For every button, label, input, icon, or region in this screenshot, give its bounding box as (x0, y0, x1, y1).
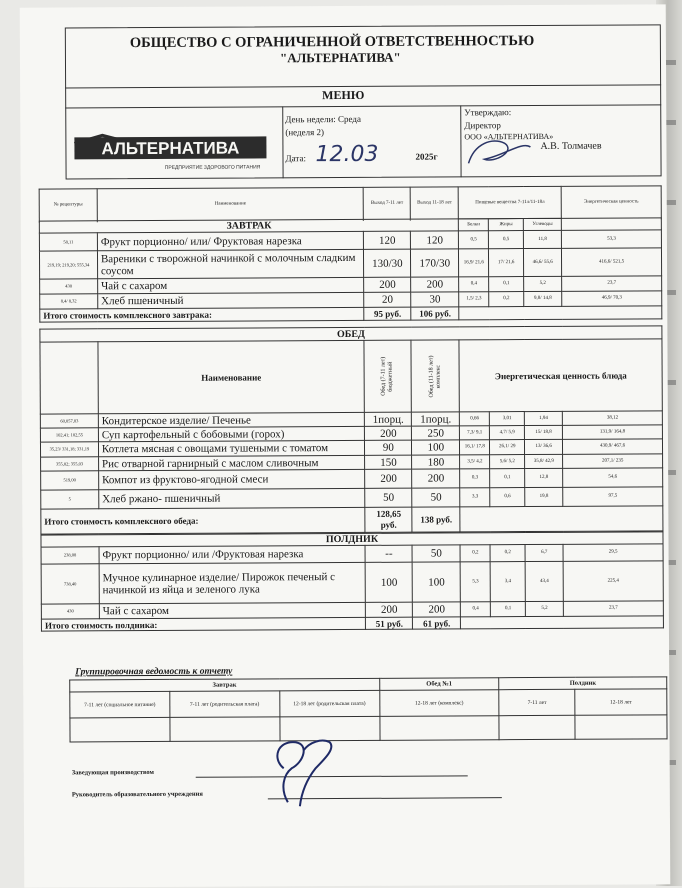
proteins: 7,3/ 9,1 (460, 426, 490, 440)
lunch-table (39, 325, 663, 534)
energy: 207,1/ 235 (563, 454, 663, 469)
recipe-code: 238,08 (41, 547, 99, 564)
energy: 416,6/ 521,5 (562, 248, 662, 277)
report-col-5: 7-11 лет (499, 689, 575, 715)
breakfast-total-label: Итого стоимость комплексного завтрака: (40, 307, 364, 322)
fats: 3,4 (490, 562, 525, 602)
lunch-header-energy: Энергетическая ценность блюда (459, 339, 662, 412)
report-col-2: 7-11 лет (родительская плата) (170, 691, 280, 718)
fats: 26,1/ 29 (490, 440, 525, 455)
proteins: 3,3 (460, 488, 490, 507)
report-cell (379, 716, 499, 741)
report-col-1: 7-11 лет (социальное питание) (70, 691, 170, 718)
energy: 54,6 (563, 468, 663, 488)
energy: 131,9/ 164,8 (563, 425, 663, 440)
approve-line2: Директор (464, 120, 501, 131)
fats: 0,6 (490, 488, 525, 507)
lunch-total-label: Итого стоимость комплексного обеда: (41, 507, 366, 534)
lunch-section-title: ОБЕД (40, 326, 662, 342)
fats: 0,5 (489, 231, 524, 249)
report-cell (499, 715, 575, 739)
breakfast-section-title: ЗАВТРАК (39, 219, 458, 233)
dish-name: Компот из фруктово-ягодной смеси (99, 469, 366, 489)
output-7-11: 150 (365, 455, 412, 469)
output-7-11: 200 (364, 277, 411, 292)
dish-name: Чай с сахаром (99, 602, 366, 618)
report-col-4: 12-18 лет (комплекс) (379, 690, 499, 717)
proteins: 0,2 (460, 545, 490, 562)
proteins: 1,5/ 2,3 (459, 292, 489, 307)
fats: 0,1 (489, 277, 524, 292)
energy: 29,5 (563, 544, 663, 562)
menu-title: МЕНЮ (322, 87, 365, 103)
output-7-11: 100 (366, 562, 413, 602)
lunch-total-7-11: 128,65 руб. (365, 507, 412, 532)
output-11-18: 250 (412, 426, 460, 440)
company-brand: "АЛЬТЕРНАТИВА" (279, 49, 401, 66)
fats: 5,6/ 5,2 (490, 455, 525, 469)
carbs: 6,7 (525, 544, 563, 561)
lunch-header-name: Наименование (98, 340, 365, 413)
company-name: ОБЩЕСТВО С ОГРАНИЧЕННОЙ ОТВЕТСТВЕННОСТЬЮ (129, 33, 535, 52)
lunch-header-7-11: Обед (7-11 лет) бюджетный (380, 356, 395, 396)
carbs: 43,4 (525, 561, 563, 601)
report-cell (70, 717, 170, 742)
recipe-code: 430 (41, 604, 99, 619)
energy: 38,12 (562, 411, 662, 426)
proteins: 5,3 (460, 562, 490, 602)
output-7-11: 1порц. (365, 412, 412, 426)
energy: 53,3 (562, 230, 662, 249)
energy: 46,9/ 70,3 (562, 291, 662, 307)
report-group-lunch: Обед №1 (379, 678, 499, 691)
header-carbs: Углеводы (523, 218, 561, 230)
header-fats: Жиры (489, 219, 524, 231)
recipe-code: 519,00 (41, 471, 99, 490)
output-11-18: 180 (412, 455, 460, 469)
output-7-11: 200 (365, 426, 412, 440)
proteins: 16,1/ 17,8 (460, 440, 490, 455)
handwritten-signature (243, 728, 353, 809)
recipe-code: 102,41; 102,55 (40, 428, 98, 442)
signature-label-head: Руководитель образовательного учреждения (71, 790, 203, 799)
proteins: 0,5 (459, 231, 489, 249)
recipe-code: 219,19; 219,20; 555,34 (39, 251, 97, 279)
date-handwritten: 12.03 (315, 141, 379, 168)
carbs: 9,8/ 14,8 (524, 291, 562, 306)
carbs: 5,2 (524, 276, 562, 291)
snack-total-label: Итого стоимость полдника: (41, 617, 365, 631)
fats: 17/ 21,6 (489, 249, 524, 277)
carbs: 11,8 (524, 230, 562, 248)
lunch-total-11-18: 138 руб. (412, 507, 460, 532)
output-7-11: 200 (366, 602, 413, 617)
output-7-11: 200 (365, 469, 412, 488)
fats: 0,2 (490, 545, 525, 562)
lunch-header-11-18: Обед (11-18 лет) комплекс (428, 355, 442, 398)
output-11-18: 50 (412, 488, 460, 507)
fats: 0,2 (489, 292, 524, 307)
dish-name: Кондитерское изделие/ Печенье (98, 412, 365, 427)
output-11-18: 120 (411, 231, 459, 249)
fats: 0,1 (490, 469, 525, 488)
breakfast-table (39, 185, 663, 322)
output-7-11: 130/30 (364, 249, 411, 277)
header-recipe: № рецептуры (39, 189, 97, 221)
carbs: 46,6/ 55,6 (524, 248, 562, 276)
header-proteins: Белки (459, 219, 489, 231)
proteins: 0,4 (459, 277, 489, 292)
energy: 225,4 (563, 561, 663, 602)
dish-name: Хлеб пшеничный (98, 292, 364, 308)
fats: 0,1 (491, 602, 526, 617)
report-col-6: 12-18 лет (575, 689, 667, 715)
proteins: 0,4 (461, 602, 491, 617)
approve-line3: ООО «АЛЬТЕРНАТИВА» (464, 131, 554, 142)
director-signature (464, 133, 534, 171)
proteins: 3,5/ 4,2 (460, 455, 490, 469)
output-7-11: 20 (364, 292, 411, 307)
proteins: 0,3 (460, 469, 490, 488)
dish-name: Хлеб ржано- пшеничный (99, 488, 366, 508)
snack-total-11-18: 61 руб. (413, 617, 461, 629)
recipe-code: 60,057,83 (40, 414, 98, 428)
dish-name: Суп картофельный с бобовыми (горох) (98, 426, 365, 441)
energy: 430,9/ 467,6 (563, 439, 663, 455)
company-logo (72, 130, 288, 181)
report-col-3: 12-18 лет (родительская плата) (279, 690, 379, 717)
date-label: Дата: (285, 153, 306, 164)
output-7-11: 50 (365, 488, 412, 507)
header-energy: Энергетическая ценность (561, 186, 661, 219)
report-group-snack: Полдник (499, 677, 667, 690)
year-label: 2025г (415, 151, 438, 162)
approve-line1: Утверждаю: (464, 107, 512, 118)
dish-name: Фрукт порционно/ или /Фруктовая нарезка (99, 545, 366, 563)
carbs: 19,8 (525, 487, 563, 506)
fats: 4,7/ 5,9 (490, 426, 525, 440)
fats: 3,01 (490, 412, 525, 426)
recipe-code: 738,40 (41, 564, 99, 604)
report-table (69, 676, 667, 742)
dish-name: Котлета мясная с овощами тушеными с томатом (98, 440, 365, 456)
output-11-18: 170/30 (411, 249, 459, 277)
breakfast-total-11-18: 106 руб. (411, 307, 459, 320)
day-label: День недели: Среда (285, 113, 362, 125)
dish-name: Мучное кулинарное изделие/ Пирожок печеный с начинкой из яйца и зеленого лука (99, 562, 366, 603)
output-11-18: 200 (412, 469, 460, 488)
output-11-18: 30 (411, 292, 459, 307)
recipe-code: 35,23/ 331,18; 331,19 (40, 442, 98, 457)
signature-label-production: Заведующая производством (71, 769, 154, 777)
dish-name: Фрукт порционно/ или/ Фруктовая нарезка (97, 231, 363, 250)
proteins: 0,66 (460, 412, 490, 426)
breakfast-total-7-11: 95 руб. (364, 307, 411, 320)
carbs: 1,94 (525, 411, 563, 425)
energy: 23,7 (562, 276, 662, 292)
logo-subtitle: ПРЕДПРИЯТИЕ ЗДОРОВОГО ПИТАНИЯ (164, 164, 261, 171)
dish-name: Вареники с творожной начинкой с молочным сладким соусом (97, 249, 364, 278)
header-name: Наименование (97, 187, 364, 220)
report-group-breakfast: Завтрак (70, 678, 380, 692)
output-11-18: 50 (412, 545, 460, 562)
recipe-code: 58,11 (39, 233, 97, 251)
output-7-11: 120 (364, 231, 411, 249)
report-title: Группировочная ведомость к отчету (75, 666, 233, 678)
carbs: 5,2 (526, 601, 564, 616)
menu-sheet (20, 4, 671, 887)
header-output-7-11: Выход 7-11 лет (363, 187, 410, 219)
energy: 23,7 (563, 601, 663, 617)
output-11-18: 1порц. (412, 412, 460, 426)
output-11-18: 200 (411, 277, 459, 292)
energy: 97,5 (563, 487, 663, 507)
snack-table (40, 531, 663, 631)
week-label: (неделя 2) (285, 127, 325, 138)
snack-total-7-11: 51 руб. (366, 617, 413, 629)
carbs: 35,8/ 42,9 (525, 454, 563, 468)
output-7-11: -- (365, 545, 412, 562)
recipe-code: 5 (41, 490, 99, 509)
snack-section-title: ПОЛДНИК (41, 532, 663, 547)
proteins: 16,9/ 21,6 (459, 249, 489, 277)
carbs: 15/ 18,8 (525, 425, 563, 439)
director-name: А.В. Толмачев (540, 140, 602, 152)
dish-name: Чай с сахаром (98, 277, 364, 293)
output-11-18: 100 (412, 440, 460, 455)
recipe-code: 355,02; 355,03 (41, 457, 99, 471)
output-11-18: 100 (412, 562, 460, 602)
header-output-11-18: Выход 11-18 лет (410, 187, 458, 219)
output-11-18: 200 (413, 602, 461, 617)
dish-name: Рис отварной гарнирный с маслом сливочным (98, 455, 365, 470)
header-nutrients: Пищевые вещества 7-11л/11-18л (458, 186, 561, 219)
report-cell (575, 715, 667, 739)
output-7-11: 90 (365, 440, 412, 455)
logo-text: АЛЬТЕРНАТИВА (101, 138, 240, 159)
recipe-code: 430 (40, 279, 98, 294)
carbs: 13/ 36,6 (525, 439, 563, 454)
carbs: 12,8 (525, 468, 563, 487)
recipe-code: 8,4/ 8,32 (40, 294, 98, 309)
